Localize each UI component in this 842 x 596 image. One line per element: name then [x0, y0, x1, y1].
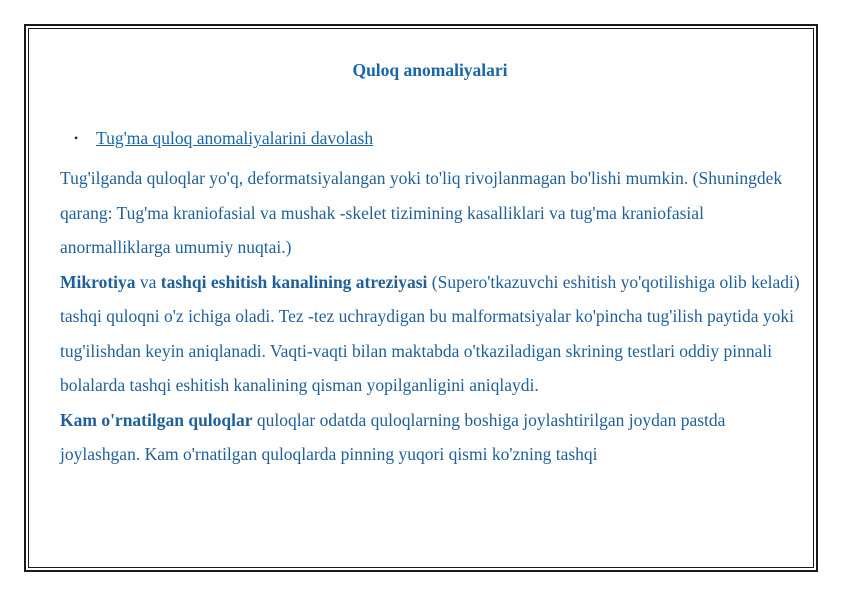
term-low-set-ears: Kam o'rnatilgan quloqlar: [60, 409, 253, 430]
bullet-list-item: [60, 128, 373, 149]
paragraph-intro: Tug'ilganda quloqlar yo'q, deformatsiyalangan yoki to'liq rivojlanmagan bo'lishi mumkin. (Shuningdek qarang: Tug'ma kraniofasial va mushak -skelet tizimining kasalliklari va tug'ma kraniofasial anormalliklarga umumiy nuqtai.): [60, 168, 783, 257]
microtia-description: (Supero'tkazuvchi eshitish yo'qotilishiga olib keladi) tashqi quloqni o'z ichiga oladi. Tez -tez uchraydigan bu malformatsiyalar ko'pincha tug'ilish paytida yoki tug'ilishdan keyin aniqlanadi. Vaqti-vaqti bilan maktabda o'tkaziladigan skrining testlari oddiy pinnali bolalarda tashqi eshitish kanalining qisman yopilganligini aniqlaydi.: [60, 271, 800, 395]
term-microtia: Mikrotiya: [60, 271, 136, 292]
low-set-ears-description: quloqlar odatda quloqlarning boshiga joylashtirilgan joydan pastda joylashgan. Kam o'rnatilgan quloqlarda pinning yuqori qismi ko'zning tashqi: [60, 409, 726, 464]
document-title: Quloq anomaliyalari: [352, 60, 508, 80]
paragraph-low-set-ears: [60, 403, 800, 472]
bullet-dot-icon: •: [74, 131, 79, 145]
connector-text: va: [135, 271, 161, 292]
paragraph-microtia: [60, 265, 800, 403]
page-frame: [24, 24, 818, 572]
treatment-link[interactable]: Tug'ma quloq anomaliyalarini davolash: [96, 128, 374, 148]
term-atresia: tashqi eshitish kanalining atreziyasi: [160, 271, 428, 292]
paragraphs: [60, 161, 800, 472]
